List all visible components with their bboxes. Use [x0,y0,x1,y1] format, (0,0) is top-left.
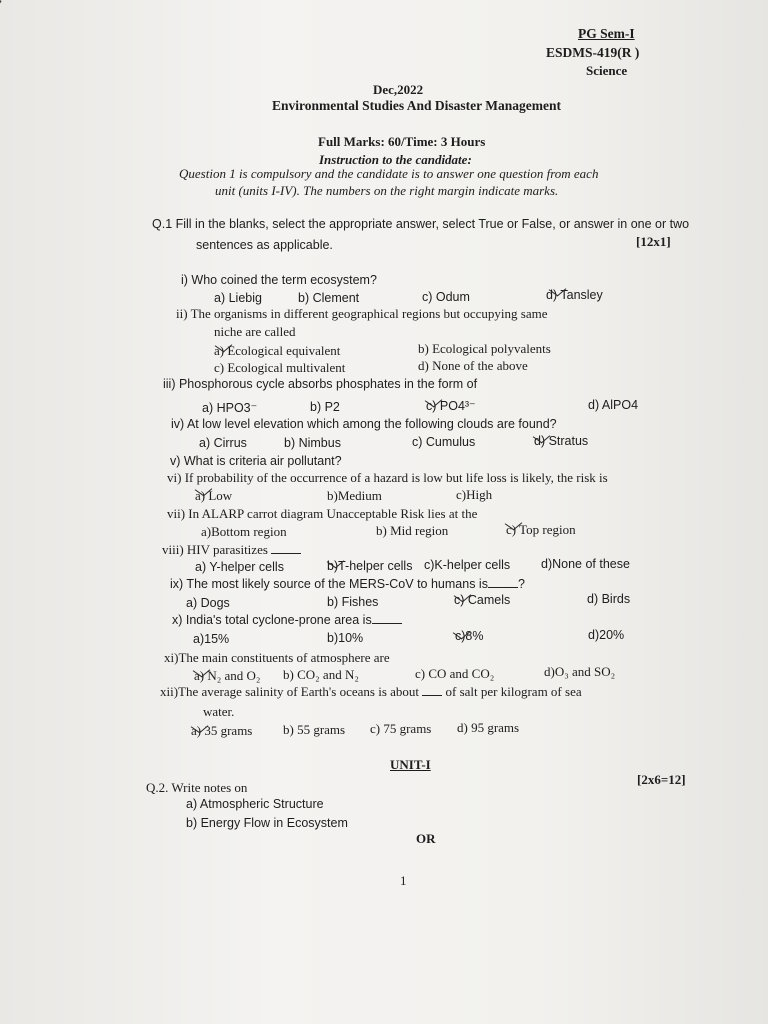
q1-xii-option-a: a) 35 grams [191,723,253,738]
answer-blank [488,577,518,588]
q1-viii-option-c: c)K-helper cells [424,558,511,572]
q1-xii-question-1 [160,684,582,700]
q1-ii-option-b: b) Ecological polyvalents [418,341,551,356]
unit-heading: UNIT-I [390,757,431,772]
instruction-heading: Instruction to the candidate: [319,152,472,167]
page-number: 1 [400,873,407,888]
q1-xii-option-b: b) 55 grams [283,722,346,737]
q1-i-option-c: c) Odum [422,290,470,304]
instruction-line-1: Question 1 is compulsory and the candidate is to answer one question from each [179,166,599,181]
q1-iii-option-d: d) AlPO4 [588,398,639,412]
q1-vi-option-b: b)Medium [327,488,382,503]
q1-ix-question-text: ix) The most likely source of the MERS-CoV to humans is [170,577,488,591]
q1-iv-option-a: a) Cirrus [199,436,247,450]
q1-iv-option-c: c) Cumulus [412,435,476,449]
q1-vii-question: vii) In ALARP carrot diagram Unacceptable Risk lies at the [167,506,478,521]
q1-i-option-b: b) Clement [298,291,360,305]
exam-date: Dec,2022 [373,82,424,97]
pen-mark [0,0,13,24]
q1-x-question-text: x) India's total cyclone-prone area is [172,613,372,627]
answer-blank [372,613,402,624]
q1-vii-option-b: b) Mid region [376,523,449,538]
q1-x-option-c: c)8% [455,629,484,643]
q1-xi-option-a: a) N₂ and O₂ [194,668,261,683]
q1-ii-question-1: ii) The organisms in different geographical regions but occupying same [176,306,548,321]
q1-iii-option-c: c) PO4³⁻ [426,399,476,413]
q1-x-option-d: d)20% [588,628,625,642]
exam-title: Environmental Studies And Disaster Management [272,98,562,113]
q1-line-2: sentences as applicable. [196,238,333,252]
q1-ix-option-d: d) Birds [587,592,631,606]
q1-x-question [172,613,402,627]
q1-xii-option-c: c) 75 grams [370,721,432,736]
q1-xii-question-text: xii)The average salinity of Earth's oceans is about [160,684,420,699]
instruction-line-2: unit (units I-IV). The numbers on the right margin indicate marks. [215,183,559,198]
q1-viii-question [162,542,301,558]
marks-time: Full Marks: 60/Time: 3 Hours [318,134,486,149]
q1-ii-option-c: c) Ecological multivalent [214,360,346,375]
q1-marks: [12x1] [636,234,671,249]
q2-marks: [2x6=12] [637,772,686,787]
q1-vii-option-a: a)Bottom region [201,524,287,539]
answer-blank [422,685,442,696]
q1-i-option-a: a) Liebig [214,291,262,305]
q1-i-option-d: d) Tansley [546,288,603,302]
q1-line-1: Q.1 Fill in the blanks, select the appropriate answer, select True or False, or answer in one or two [152,217,690,231]
q1-x-option-a: a)15% [193,632,230,646]
q1-viii-question-text: viii) HIV parasitizes [162,542,268,557]
q1-iii-option-b: b) P2 [310,400,340,414]
q2-part-a: a) Atmospheric Structure [186,797,324,811]
q1-viii-option-a: a) Y-helper cells [195,560,284,574]
q1-i-question: i) Who coined the term ecosystem? [181,273,377,287]
q1-iv-option-b: b) Nimbus [284,436,341,450]
answer-blank [271,543,301,554]
q1-xii-question-2: water. [203,704,235,719]
q1-ii-option-d: d) None of the above [418,358,528,373]
q1-vi-option-a: a) Low [195,488,233,503]
program-label: PG Sem-I [578,26,635,41]
q1-iii-option-a: a) HPO3⁻ [202,401,258,415]
q1-vii-option-c: c) Top region [506,522,576,537]
q1-ix-option-c: c) Camels [454,593,511,607]
q1-ix-question-end: ? [517,577,525,591]
q1-ii-option-a: a) Ecological equivalent [214,343,341,358]
course-code: ESDMS-419(R ) [546,45,640,60]
q1-vi-question: vi) If probability of the occurrence of a hazard is low but life loss is likely, the risk is [167,470,608,485]
q1-ii-question-2: niche are called [214,324,296,339]
q1-ix-option-a: a) Dogs [186,596,230,610]
q1-xii-question-end: of salt per kilogram of sea [445,684,582,699]
q1-vi-option-c: c)High [456,487,493,502]
or-divider: OR [416,831,436,846]
q2-part-b: b) Energy Flow in Ecosystem [186,816,348,830]
q2-question: Q.2. Write notes on [146,780,248,795]
q1-xii-option-d: d) 95 grams [457,720,520,735]
q1-viii-option-b: b)T-helper cells [327,559,413,573]
q1-viii-option-d: d)None of these [541,557,630,571]
q1-ix-option-b: b) Fishes [327,595,379,609]
q1-iv-option-d: d) Stratus [534,434,589,448]
q1-v-question: v) What is criteria air pollutant? [170,454,342,468]
q1-xi-option-c: c) CO and CO₂ [415,666,495,681]
q1-xi-option-d: d)O₃ and SO₂ [544,664,616,679]
faculty-label: Science [586,63,628,78]
q1-ix-question [170,577,525,591]
q1-x-option-b: b)10% [327,631,364,645]
q1-xi-option-b: b) CO₂ and N₂ [283,667,359,682]
q1-iv-question: iv) At low level elevation which among the following clouds are found? [171,417,557,431]
q1-iii-question: iii) Phosphorous cycle absorbs phosphates in the form of [163,377,478,391]
q1-xi-question: xi)The main constituents of atmosphere are [164,650,390,665]
